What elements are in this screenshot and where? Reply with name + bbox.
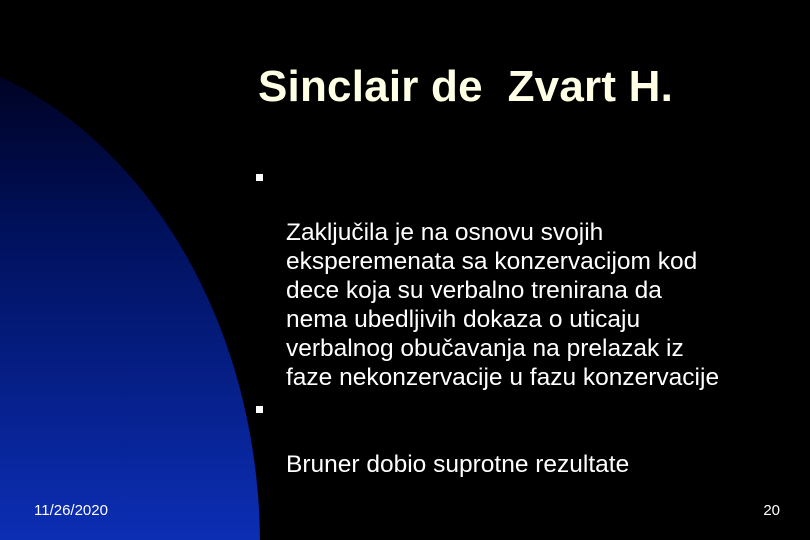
footer-date: 11/26/2020 [34, 502, 108, 519]
decorative-blue-arc [0, 45, 260, 540]
square-bullet-icon [256, 406, 263, 413]
bullet-text: Zaključila je na osnovu svojih eksperemenata sa konzervacijom kod dece koja su verbalno trenirana da nema ubedljivih dokaza o uticaju verbalnog obučavanja na prelazak iz faze nekonzervacije u fazu konzervacije [286, 219, 720, 391]
square-bullet-icon [256, 174, 263, 181]
bullet-text: Bruner dobio suprotne rezultate [286, 451, 630, 478]
bullet-list [256, 160, 796, 479]
slide-title: Sinclair de Zvart H. [258, 62, 674, 111]
bullet-item [256, 392, 796, 479]
slide-number: 20 [763, 502, 780, 519]
bullet-item [256, 160, 796, 392]
